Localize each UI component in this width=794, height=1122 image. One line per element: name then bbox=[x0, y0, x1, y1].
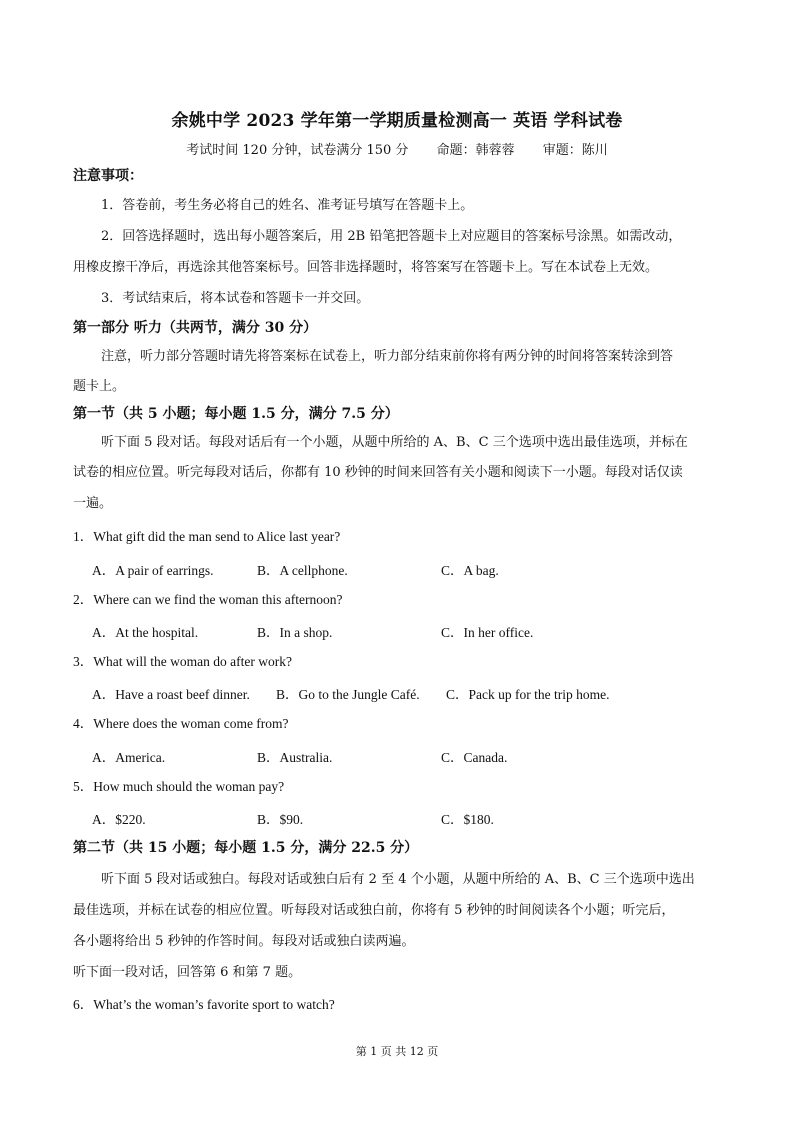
q4-option-a: A．America. bbox=[92, 750, 166, 765]
notice-item-2: 2．回答选择题时，选出每小题答案后，用 2B 铅笔把答题卡上对应题目的答案标号涂黑。如需改动， bbox=[101, 229, 682, 244]
notice-item-3: 3．考试结束后，将本试卷和答题卡一并交回。 bbox=[101, 291, 370, 306]
section2-instructions: 听下面 5 段对话或独白。每段对话或独白后有 2 至 4 个小题，从题中所给的 A、B、C 三个选项中选出 bbox=[101, 872, 695, 887]
page-footer: 第 1 页 共 12 页 bbox=[355, 1045, 439, 1058]
section2-sub-instruction: 听下面一段对话，回答第 6 和第 7 题。 bbox=[73, 965, 302, 980]
q4-option-b: B．Australia. bbox=[257, 750, 333, 765]
exam-time: 考试时间 120 分钟，试卷满分 150 分 bbox=[186, 143, 409, 158]
q5-option-a: A．$220. bbox=[92, 812, 146, 827]
q2-option-c: C．In her office. bbox=[441, 625, 534, 640]
notice-item-2-cont: 用橡皮擦干净后，再选涂其他答案标号。回答非选择题时，将答案写在答题卡上。写在本试卷上无效。 bbox=[73, 260, 659, 275]
section2-instructions-cont: 最佳选项，并标在试卷的相应位置。听每段对话或独白前，你将有 5 秒钟的时间阅读各个小题；听完后， bbox=[73, 903, 675, 918]
q3-option-c: C．Pack up for the trip home. bbox=[446, 687, 610, 702]
q4-option-c: C．Canada. bbox=[441, 750, 508, 765]
q3-option-b: B．Go to the Jungle Café. bbox=[276, 687, 420, 702]
section1-instructions-end: 一遍。 bbox=[73, 496, 113, 511]
part1-heading: 第一部分 听力（共两节，满分 30 分） bbox=[73, 320, 318, 336]
exam-reviewer: 审题：陈川 bbox=[542, 143, 608, 158]
q5-option-b: B．$90. bbox=[257, 812, 304, 827]
part1-note-cont: 题卡上。 bbox=[73, 379, 126, 394]
section1-instructions-cont: 试卷的相应位置。听完每段对话后，你都有 10 秒钟的时间来回答有关小题和阅读下一小题。每段对话仅读 bbox=[73, 465, 683, 480]
section2-instructions-end: 各小题将给出 5 秒钟的作答时间。每段对话或独白读两遍。 bbox=[73, 934, 415, 949]
q1-option-a: A．A pair of earrings. bbox=[92, 563, 214, 578]
section1-heading: 第一节（共 5 小题；每小题 1.5 分，满分 7.5 分） bbox=[73, 406, 399, 422]
q2-option-b: B．In a shop. bbox=[257, 625, 333, 640]
q2-option-a: A．At the hospital. bbox=[92, 625, 199, 640]
section1-instructions: 听下面 5 段对话。每段对话后有一个小题，从题中所给的 A、B、C 三个选项中选出最佳选项，并标在 bbox=[101, 435, 688, 450]
question-1: 1．What gift did the man send to Alice last year? bbox=[73, 529, 341, 544]
q1-option-b: B．A cellphone. bbox=[257, 563, 348, 578]
q3-option-a: A．Have a roast beef dinner. bbox=[92, 687, 250, 702]
q1-option-c: C．A bag. bbox=[441, 563, 499, 578]
question-4: 4．Where does the woman come from? bbox=[73, 716, 289, 731]
section2-heading: 第二节（共 15 小题；每小题 1.5 分，满分 22.5 分） bbox=[73, 840, 419, 856]
notice-item-1: 1．答卷前，考生务必将自己的姓名、准考证号填写在答题卡上。 bbox=[101, 198, 474, 213]
question-6: 6．What’s the woman’s favorite sport to watch? bbox=[73, 997, 335, 1012]
question-3: 3．What will the woman do after work? bbox=[73, 654, 292, 669]
question-2: 2．Where can we find the woman this afternoon? bbox=[73, 592, 343, 607]
notice-heading: 注意事项： bbox=[73, 168, 143, 184]
exam-info bbox=[0, 139, 794, 158]
question-5: 5．How much should the woman pay? bbox=[73, 779, 285, 794]
exam-author: 命题：韩蓉蓉 bbox=[436, 143, 515, 158]
exam-title: 余姚中学 2023 学年第一学期质量检测高一 英语 学科试卷 bbox=[171, 111, 623, 131]
part1-note: 注意，听力部分答题时请先将答案标在试卷上，听力部分结束前你将有两分钟的时间将答案转涂到答 bbox=[101, 349, 674, 364]
q5-option-c: C．$180. bbox=[441, 812, 494, 827]
